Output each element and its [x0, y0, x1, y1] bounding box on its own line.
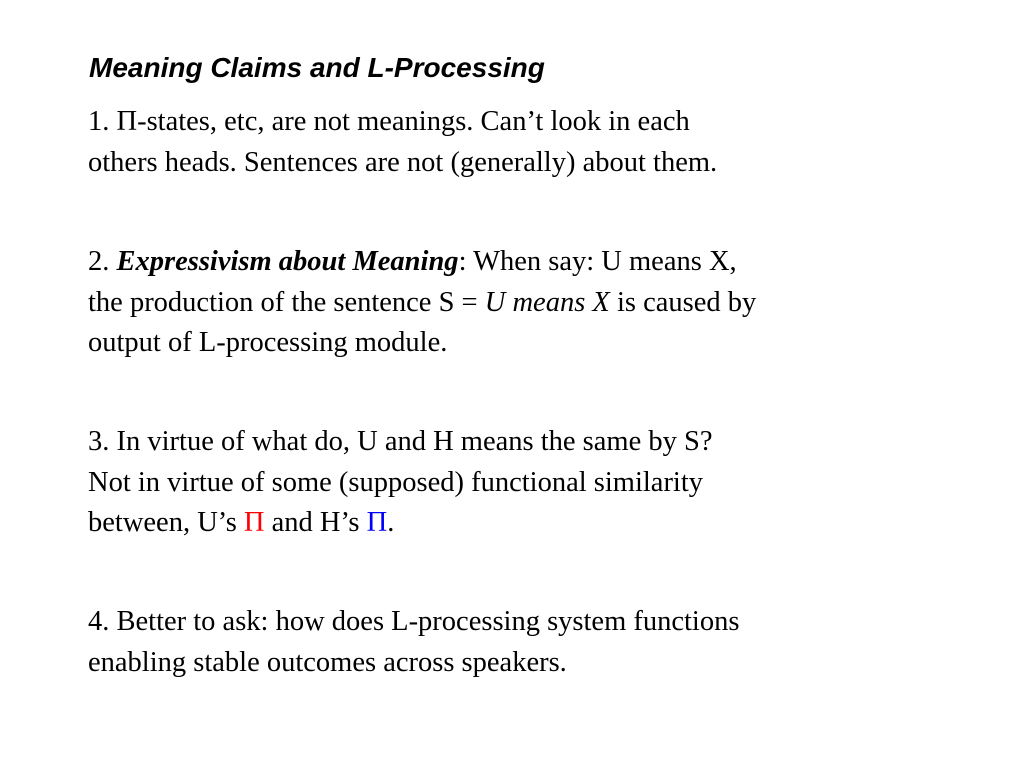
- point-2-number: 2.: [88, 246, 117, 277]
- point-1-line-1: 1. Π-states, etc, are not meanings. Can’t look in each: [88, 106, 690, 137]
- point-2-term: Expressivism about Meaning: [116, 246, 459, 277]
- point-3-line-3-pre: between, U’s: [88, 507, 244, 538]
- point-3-line-2: Not in virtue of some (supposed) functional similarity: [88, 466, 704, 498]
- point-2-line-3: output of L-processing module.: [88, 327, 448, 358]
- pi-symbol-u: Π: [243, 507, 265, 538]
- point-3-line-1: 3. In virtue of what do, U and H means the same by S?: [88, 426, 713, 457]
- point-4: [88, 602, 928, 683]
- point-2-line-2-italic: U means X: [484, 286, 610, 318]
- point-1: [88, 102, 928, 183]
- point-3: [88, 422, 928, 544]
- point-3-line-3: [88, 503, 928, 544]
- point-2-line-2: [88, 283, 928, 324]
- point-2-line-1-rest: : When say: U means X,: [458, 246, 737, 277]
- point-3-line-3-post: .: [387, 507, 395, 538]
- point-2-line-2-pre: the production of the sentence S =: [88, 286, 485, 318]
- point-2: [88, 242, 928, 364]
- point-2-line-2-post: is caused by: [609, 286, 757, 318]
- pi-symbol-h: Π: [366, 507, 388, 538]
- slide-title: Meaning Claims and L-Processing: [89, 52, 545, 83]
- point-3-line-3-mid: and H’s: [264, 507, 367, 538]
- point-1-line-2: others heads. Sentences are not (generally) about them.: [88, 146, 718, 178]
- point-4-line-2: enabling stable outcomes across speakers.: [88, 646, 567, 678]
- point-2-line-1: [88, 242, 928, 283]
- point-4-line-1: 4. Better to ask: how does L-processing system functions: [88, 606, 740, 637]
